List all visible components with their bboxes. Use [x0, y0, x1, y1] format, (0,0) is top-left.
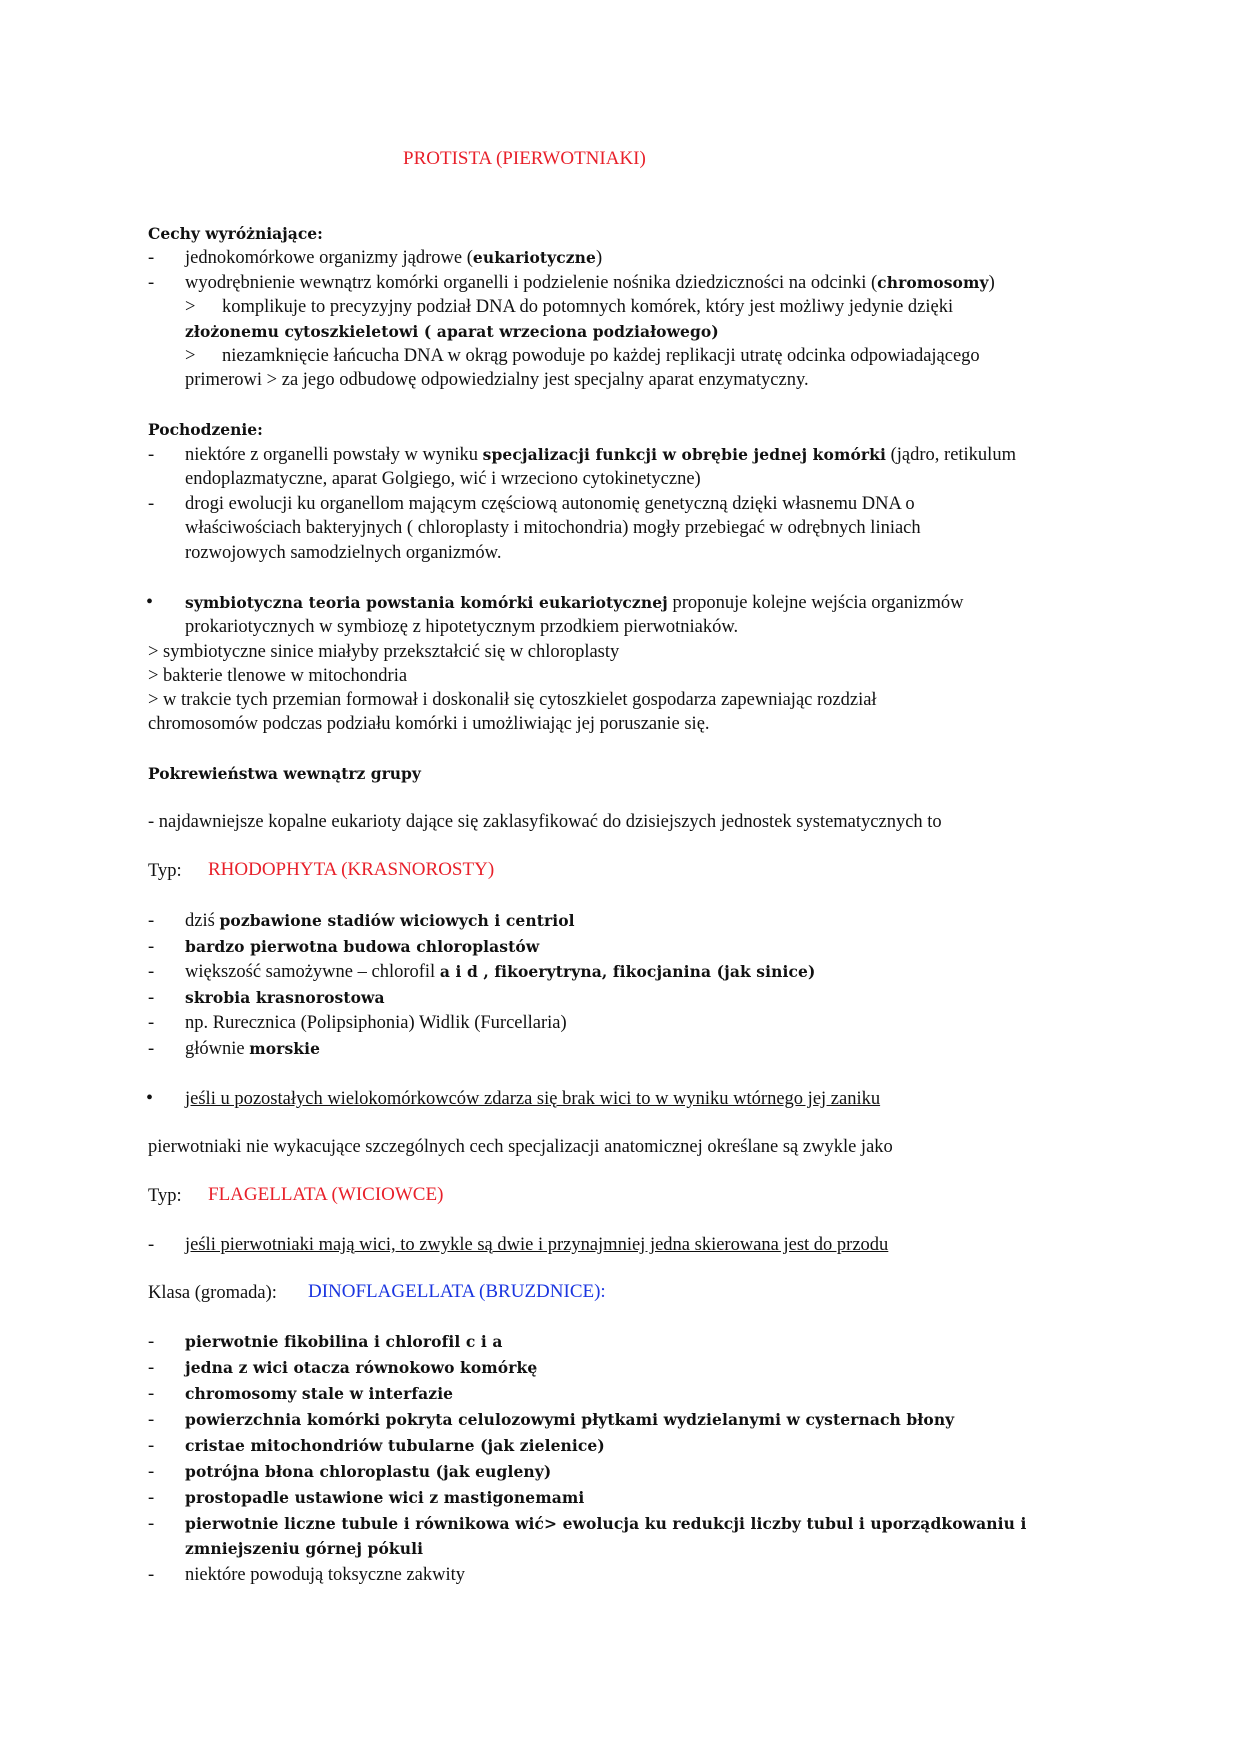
list-item: wyodrębnienie wewnątrz komórki organelli i podzielenie nośnika dziedziczności na odcinki (chromosomy) — [185, 273, 995, 293]
dash-marker: - — [148, 1462, 155, 1482]
dash-marker: - — [148, 1358, 155, 1378]
heading-relations: Pokrewieństwa wewnątrz grupy — [148, 764, 421, 783]
list-item-cont: primerowi > za jego odbudowę odpowiedzialny jest specjalny aparat enzymatyczny. — [185, 370, 809, 390]
dash-marker: - — [148, 1384, 155, 1404]
bullet-marker: • — [146, 1087, 154, 1109]
list-item: dziś pozbawione stadiów wiciowych i centriol — [185, 911, 575, 931]
dash-marker: - — [148, 1436, 155, 1456]
list-item: potrójna błona chloroplastu (jak eugleny) — [185, 1462, 552, 1481]
type-name: FLAGELLATA (WICIOWCE) — [208, 1184, 444, 1205]
list-item-cont: endoplazmatyczne, aparat Golgiego, wić i wrzeciono cytokinetyczne) — [185, 469, 701, 489]
list-item: jeśli pierwotniaki mają wici, to zwykle są dwie i przynajmniej jedna skierowana jest do przodu — [185, 1235, 889, 1255]
dash-marker: - — [148, 1039, 155, 1059]
list-item: niektóre z organelli powstały w wyniku specjalizacji funkcji w obrębie jednej komórki (jądro, retikulum — [185, 445, 1016, 465]
list-item: prostopadle ustawione wici z mastigonemami — [185, 1488, 585, 1507]
arrow-marker: > — [185, 346, 196, 366]
type-label: Typ: — [148, 861, 182, 881]
bullet-note: jeśli u pozostałych wielokomórkowców zdarza się brak wici to w wyniku wtórnego jej zaniku — [185, 1089, 881, 1109]
type-label: Typ: — [148, 1186, 182, 1206]
dash-marker: - — [148, 1514, 155, 1534]
list-item: powierzchnia komórki pokryta celulozowymi płytkami wydzielanymi w cysternach błony — [185, 1410, 955, 1429]
paragraph: pierwotniaki nie wykacujące szczególnych cech specjalizacji anatomicznej określane są zwykle jako — [148, 1137, 893, 1157]
list-item: skrobia krasnorostowa — [185, 988, 385, 1007]
page-title: PROTISTA (PIERWOTNIAKI) — [403, 148, 646, 169]
dash-marker: - — [148, 988, 155, 1008]
type-name: RHODOPHYTA (KRASNOROSTY) — [208, 859, 495, 880]
heading-origin: Pochodzenie: — [148, 420, 263, 439]
list-item-cont: złożonemu cytoszkieletowi ( aparat wrzeciona podziałowego) — [185, 322, 719, 341]
list-item-cont: rozwojowych samodzielnych organizmów. — [185, 543, 502, 563]
dash-marker: - — [148, 445, 155, 465]
paragraph: - najdawniejsze kopalne eukarioty dające się zaklasyfikować do dzisiejszych jednostek systematycznych to — [148, 812, 942, 832]
dash-marker: - — [148, 1013, 155, 1033]
arrow-line: > bakterie tlenowe w mitochondria — [148, 666, 408, 686]
arrow-line: > w trakcie tych przemian formował i doskonalił się cytoszkielet gospodarza zapewniając rozdział — [148, 690, 877, 710]
list-item: niektóre powodują toksyczne zakwity — [185, 1565, 465, 1585]
dash-marker: - — [148, 494, 155, 514]
arrow-line-cont: chromosomów podczas podziału komórki i umożliwiając jej poruszanie się. — [148, 714, 710, 734]
list-item: niezamknięcie łańcucha DNA w okrąg powoduje po każdej replikacji utratę odcinka odpowiadającego — [222, 346, 980, 366]
bullet-item: symbiotyczna teoria powstania komórki eukariotycznej proponuje kolejne wejścia organizmów — [185, 593, 964, 613]
dash-marker: - — [148, 911, 155, 931]
dash-marker: - — [148, 937, 155, 957]
list-item: głównie morskie — [185, 1039, 321, 1059]
dash-marker: - — [148, 1410, 155, 1430]
list-item: cristae mitochondriów tubularne (jak zielenice) — [185, 1436, 605, 1455]
list-item: większość samożywne – chlorofil a i d , fikoerytryna, fikocjanina (jak sinice) — [185, 962, 816, 982]
arrow-line: > symbiotyczne sinice miałyby przekształcić się w chloroplasty — [148, 642, 620, 662]
dash-marker: - — [148, 1332, 155, 1352]
list-item: drogi ewolucji ku organellom mającym częściową autonomię genetyczną dzięki własnemu DNA o — [185, 494, 915, 514]
dash-marker: - — [148, 962, 155, 982]
bullet-marker: • — [146, 591, 154, 613]
list-item: jednokomórkowe organizmy jądrowe (eukariotyczne) — [185, 248, 603, 268]
dash-marker: - — [148, 1565, 155, 1585]
list-item: pierwotnie liczne tubule i równikowa wić> ewolucja ku redukcji liczby tubul i uporządkowaniu i — [185, 1514, 1027, 1533]
list-item: np. Rurecznica (Polipsiphonia) Widlik (Furcellaria) — [185, 1013, 567, 1033]
bullet-item-cont: prokariotycznych w symbiozę z hipotetycznym przodkiem pierwotniaków. — [185, 617, 739, 637]
list-item: komplikuje to precyzyjny podział DNA do potomnych komórek, który jest możliwy jedynie dzięki — [222, 297, 954, 317]
list-item-cont: właściwościach bakteryjnych ( chloroplasty i mitochondria) mogły przebiegać w odrębnych liniach — [185, 518, 921, 538]
list-item: chromosomy stale w interfazie — [185, 1384, 454, 1403]
class-name: DINOFLAGELLATA (BRUZDNICE): — [308, 1281, 606, 1302]
dash-marker: - — [148, 248, 155, 268]
list-item: jedna z wici otacza równokowo komórkę — [185, 1358, 538, 1377]
dash-marker: - — [148, 1235, 155, 1255]
class-label: Klasa (gromada): — [148, 1283, 277, 1303]
arrow-marker: > — [185, 297, 196, 317]
dash-marker: - — [148, 273, 155, 293]
heading-features: Cechy wyróżniające: — [148, 224, 323, 243]
list-item-cont: zmniejszeniu górnej pókuli — [185, 1539, 424, 1558]
list-item: bardzo pierwotna budowa chloroplastów — [185, 937, 540, 956]
list-item: pierwotnie fikobilina i chlorofil c i a — [185, 1332, 503, 1351]
dash-marker: - — [148, 1488, 155, 1508]
